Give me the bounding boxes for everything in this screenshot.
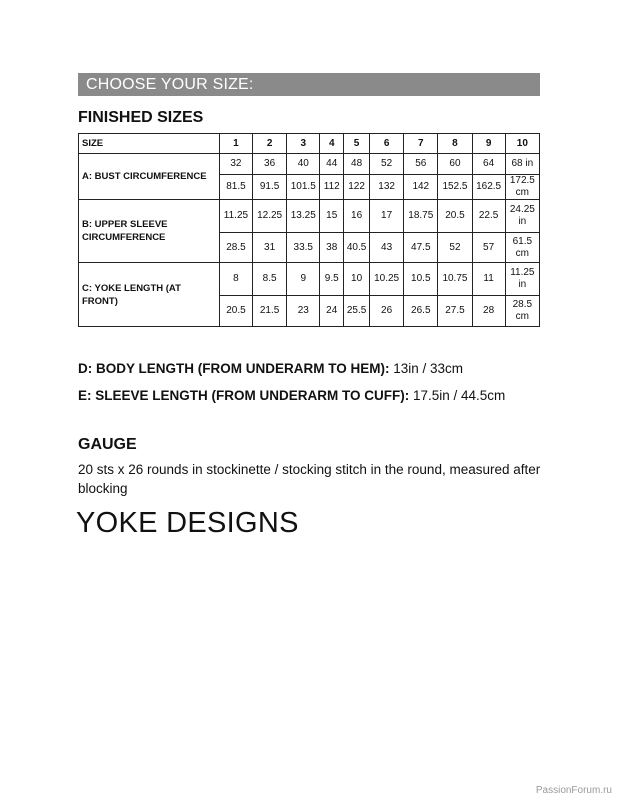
- body-length-label: D: BODY LENGTH (FROM UNDERARM TO HEM):: [78, 361, 390, 376]
- measurement-cell: 17: [370, 200, 404, 233]
- measurement-cell: 36: [253, 154, 287, 175]
- measurement-cell: 10: [344, 263, 370, 296]
- measurement-cell: 9.5: [320, 263, 344, 296]
- measurement-cell: 40: [287, 154, 320, 175]
- size-header-cell: 8: [438, 134, 472, 154]
- yoke-designs-title: YOKE DESIGNS: [76, 507, 299, 539]
- measurement-cell: 52: [370, 154, 404, 175]
- measurement-cell: 10.25: [370, 263, 404, 296]
- measurement-cell: 20.5: [219, 296, 252, 327]
- size-header-cell: 1: [219, 134, 252, 154]
- gauge-text: 20 sts x 26 rounds in stockinette / stocking stitch in the round, measured after blocking: [78, 462, 541, 496]
- measurement-cell: 24: [320, 296, 344, 327]
- measurement-cell: 38: [320, 233, 344, 263]
- measurement-label: A: BUST CIRCUMFERENCE: [79, 154, 220, 200]
- measurement-cell: 52: [438, 233, 472, 263]
- measurement-cell: 172.5 cm: [505, 175, 539, 200]
- measurement-cell: 13.25: [287, 200, 320, 233]
- table-row: [79, 263, 540, 296]
- measurement-cell: 132: [370, 175, 404, 200]
- measurement-cell: 27.5: [438, 296, 472, 327]
- measurement-cell: 15: [320, 200, 344, 233]
- measurement-cell: 24.25 in: [505, 200, 539, 233]
- measurement-cell: 16: [344, 200, 370, 233]
- measurement-cell: 56: [404, 154, 438, 175]
- measurement-cell: 23: [287, 296, 320, 327]
- table-header-row: [79, 134, 540, 154]
- measurement-cell: 112: [320, 175, 344, 200]
- measurement-cell: 142: [404, 175, 438, 200]
- measurement-cell: 12.25: [253, 200, 287, 233]
- body-length-line: [78, 361, 463, 376]
- measurement-cell: 48: [344, 154, 370, 175]
- body-length-value: 13in / 33cm: [389, 361, 464, 376]
- measurement-cell: 20.5: [438, 200, 472, 233]
- measurement-cell: 22.5: [472, 200, 505, 233]
- size-header-cell: 4: [320, 134, 344, 154]
- size-header-cell: 9: [472, 134, 505, 154]
- measurement-cell: 162.5: [472, 175, 505, 200]
- measurement-cell: 43: [370, 233, 404, 263]
- sleeve-length-value: 17.5in / 44.5cm: [409, 388, 506, 403]
- size-header-cell: 7: [404, 134, 438, 154]
- measurement-cell: 25.5: [344, 296, 370, 327]
- measurement-cell: 26: [370, 296, 404, 327]
- size-column-header: SIZE: [79, 134, 220, 154]
- finished-sizes-heading: FINISHED SIZES: [78, 109, 204, 126]
- measurement-cell: 32: [219, 154, 252, 175]
- table-row: [79, 154, 540, 175]
- measurement-cell: 8.5: [253, 263, 287, 296]
- measurement-cell: 11: [472, 263, 505, 296]
- measurement-cell: 91.5: [253, 175, 287, 200]
- measurement-cell: 57: [472, 233, 505, 263]
- measurement-cell: 33.5: [287, 233, 320, 263]
- size-header-cell: 6: [370, 134, 404, 154]
- size-banner: CHOOSE YOUR SIZE:: [78, 73, 540, 96]
- finished-sizes-table: [78, 133, 540, 327]
- measurement-cell: 28: [472, 296, 505, 327]
- watermark: PassionForum.ru: [535, 785, 612, 796]
- measurement-cell: 31: [253, 233, 287, 263]
- measurement-cell: 28.5 cm: [505, 296, 539, 327]
- sleeve-length-label: E: SLEEVE LENGTH (FROM UNDERARM TO CUFF):: [78, 388, 410, 403]
- measurement-cell: 68 in: [505, 154, 539, 175]
- measurement-cell: 47.5: [404, 233, 438, 263]
- measurement-cell: 8: [219, 263, 252, 296]
- measurement-cell: 152.5: [438, 175, 472, 200]
- sleeve-length-line: [78, 386, 540, 405]
- measurement-cell: 61.5 cm: [505, 233, 539, 263]
- measurement-cell: 21.5: [253, 296, 287, 327]
- measurement-cell: 10.5: [404, 263, 438, 296]
- measurement-cell: 28.5: [219, 233, 252, 263]
- gauge-heading: GAUGE: [78, 436, 137, 453]
- measurement-cell: 44: [320, 154, 344, 175]
- table-row: [79, 200, 540, 233]
- size-header-cell: 5: [344, 134, 370, 154]
- size-header-cell: 10: [505, 134, 539, 154]
- measurement-label: B: UPPER SLEEVE CIRCUMFERENCE: [79, 200, 220, 263]
- measurement-cell: 9: [287, 263, 320, 296]
- size-header-cell: 2: [253, 134, 287, 154]
- measurement-cell: 101.5: [287, 175, 320, 200]
- measurement-cell: 18.75: [404, 200, 438, 233]
- measurement-cell: 81.5: [219, 175, 252, 200]
- size-header-cell: 3: [287, 134, 320, 154]
- measurement-cell: 11.25 in: [505, 263, 539, 296]
- measurement-cell: 10.75: [438, 263, 472, 296]
- measurement-cell: 40.5: [344, 233, 370, 263]
- measurement-cell: 60: [438, 154, 472, 175]
- measurement-cell: 11.25: [219, 200, 252, 233]
- measurement-label: C: YOKE LENGTH (AT FRONT): [79, 263, 220, 327]
- measurement-cell: 26.5: [404, 296, 438, 327]
- measurement-cell: 122: [344, 175, 370, 200]
- measurement-cell: 64: [472, 154, 505, 175]
